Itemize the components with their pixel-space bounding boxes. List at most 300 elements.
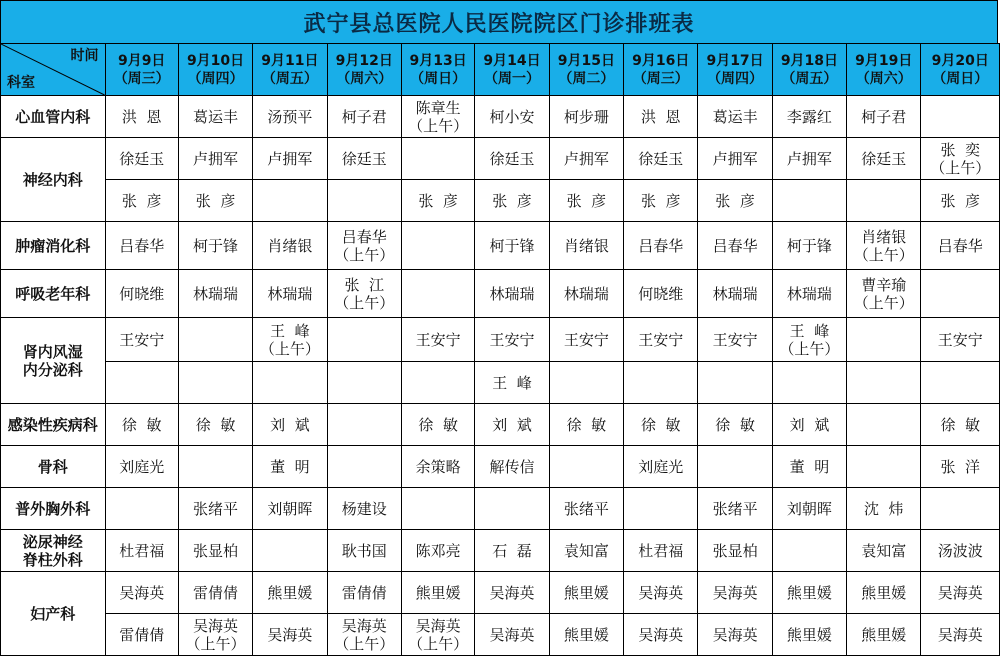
doctor-name: 葛运丰 [712, 107, 758, 126]
doctor-name: 王 峰 [270, 321, 310, 340]
duty-cell [847, 614, 921, 656]
doctor-name: 柯步珊 [563, 107, 609, 126]
weekday-label: （周一） [483, 70, 540, 87]
duty-cell [105, 362, 178, 404]
duty-cell [178, 446, 252, 488]
duty-cell [105, 530, 178, 572]
doctor-name: 徐 敏 [940, 415, 980, 434]
duty-cell [178, 404, 252, 446]
schedule-row [1, 318, 1000, 362]
doctor-name: 张 彦 [640, 191, 681, 210]
doctor-name: 张 彦 [121, 191, 162, 210]
department-name: 骨科 [1, 446, 106, 488]
doctor-name: 洪 恩 [121, 107, 162, 126]
doctor-name: 吕春华 [712, 236, 758, 255]
duty-cell [698, 222, 772, 270]
weekday-label: （周三） [632, 70, 689, 87]
doctor-name: 徐 敏 [640, 415, 681, 434]
duty-cell [549, 530, 623, 572]
doctor-name: 陈章生 [415, 98, 461, 117]
duty-cell [847, 530, 921, 572]
doctor-name: 张 洋 [940, 457, 980, 476]
doctor-name: 肖绪银 [563, 236, 609, 255]
duty-cell [105, 318, 178, 362]
doctor-name: 王 峰 [789, 321, 830, 340]
duty-cell [178, 614, 252, 656]
header-row [1, 44, 1000, 96]
duty-cell [178, 572, 252, 614]
weekday-label: （周日） [932, 70, 989, 87]
duty-cell [847, 180, 921, 222]
doctor-name: 吴海英 [415, 616, 461, 635]
department-name: 妇产科 [1, 572, 106, 656]
date-header [105, 44, 178, 96]
duty-cell [178, 318, 252, 362]
session-note: （上午） [853, 245, 914, 264]
doctor-name: 林瑞瑞 [786, 284, 832, 303]
doctor-name: 张 彦 [418, 191, 458, 210]
doctor-name: 解传信 [489, 457, 535, 476]
duty-cell [698, 96, 772, 138]
date-header [847, 44, 921, 96]
department-name: 普外胸外科 [1, 488, 106, 530]
duty-cell [921, 404, 1000, 446]
duty-cell [549, 446, 623, 488]
session-note: （上午） [408, 116, 469, 135]
duty-cell [253, 488, 327, 530]
duty-cell [178, 138, 252, 180]
duty-cell [772, 96, 846, 138]
duty-cell [178, 96, 252, 138]
doctor-name: 徐廷玉 [489, 149, 535, 168]
doctor-name: 熊里媛 [267, 583, 313, 602]
doctor-name: 李露红 [786, 107, 832, 126]
duty-cell [698, 318, 772, 362]
duty-cell [105, 572, 178, 614]
duty-cell [549, 572, 623, 614]
weekday-label: （周四） [187, 70, 244, 87]
duty-cell [624, 404, 698, 446]
duty-cell [549, 318, 623, 362]
doctor-name: 吴海英 [712, 625, 758, 644]
duty-cell [401, 530, 474, 572]
doctor-name: 肖绪银 [267, 236, 313, 255]
doctor-name: 徐 敏 [715, 415, 755, 434]
date-label: 9月18日 [780, 52, 839, 69]
duty-cell [698, 180, 772, 222]
doctor-name: 柯于锋 [193, 236, 239, 255]
duty-cell [475, 488, 549, 530]
doctor-name: 雷倩倩 [119, 625, 165, 644]
duty-cell [624, 180, 698, 222]
duty-cell [327, 96, 401, 138]
duty-cell [624, 362, 698, 404]
session-note: （上午） [334, 245, 395, 264]
schedule-row [1, 270, 1000, 318]
duty-cell [253, 614, 327, 656]
date-label: 9月11日 [261, 52, 319, 69]
schedule-row [1, 446, 1000, 488]
duty-cell [475, 404, 549, 446]
duty-cell [401, 96, 474, 138]
duty-cell [549, 96, 623, 138]
duty-cell [549, 488, 623, 530]
duty-cell [475, 270, 549, 318]
department-name: 泌尿神经 脊柱外科 [1, 530, 106, 572]
doctor-name: 吴海英 [341, 616, 387, 635]
duty-cell [847, 446, 921, 488]
date-label: 9月14日 [483, 52, 541, 69]
doctor-name: 林瑞瑞 [712, 284, 758, 303]
doctor-name: 熊里媛 [861, 583, 907, 602]
doctor-name: 徐 敏 [418, 415, 458, 434]
doctor-name: 余策略 [415, 457, 461, 476]
doctor-name: 刘庭光 [638, 457, 684, 476]
duty-cell [327, 362, 401, 404]
duty-cell [549, 614, 623, 656]
duty-cell [698, 362, 772, 404]
session-note: （上午） [930, 158, 991, 177]
duty-cell [253, 530, 327, 572]
duty-cell [549, 362, 623, 404]
doctor-name: 卢拥军 [786, 149, 832, 168]
doctor-name: 徐 敏 [121, 415, 162, 434]
date-label: 9月12日 [335, 52, 393, 69]
duty-cell [921, 488, 1000, 530]
duty-cell [401, 614, 474, 656]
doctor-name: 刘朝晖 [786, 499, 832, 518]
doctor-name: 张显柏 [193, 541, 239, 560]
doctor-name: 卢拥军 [193, 149, 239, 168]
doctor-name: 吕春华 [937, 236, 983, 255]
doctor-name: 杨建设 [341, 499, 387, 518]
duty-cell [105, 138, 178, 180]
doctor-name: 吴海英 [712, 583, 758, 602]
date-header [772, 44, 846, 96]
duty-cell [698, 530, 772, 572]
duty-cell [178, 488, 252, 530]
duty-cell [921, 222, 1000, 270]
corner-time-label: 时间 [70, 48, 99, 64]
doctor-name: 柯于锋 [489, 236, 535, 255]
date-label: 9月15日 [557, 52, 615, 69]
date-header [921, 44, 1000, 96]
duty-cell [847, 138, 921, 180]
doctor-name: 杜君福 [638, 541, 684, 560]
duty-cell [772, 362, 846, 404]
doctor-name: 吕春华 [119, 236, 165, 255]
schedule-row [1, 530, 1000, 572]
duty-cell [105, 614, 178, 656]
duty-cell [401, 180, 474, 222]
doctor-name: 王安宁 [712, 330, 758, 349]
duty-cell [698, 488, 772, 530]
duty-cell [847, 222, 921, 270]
date-header [401, 44, 474, 96]
doctor-name: 吴海英 [267, 625, 313, 644]
duty-cell [772, 318, 846, 362]
doctor-name: 王安宁 [119, 330, 165, 349]
doctor-name: 袁知富 [563, 541, 609, 560]
doctor-name: 林瑞瑞 [489, 284, 535, 303]
doctor-name: 雷倩倩 [193, 583, 239, 602]
duty-cell [327, 488, 401, 530]
duty-cell [921, 180, 1000, 222]
doctor-name: 吴海英 [489, 583, 535, 602]
doctor-name: 王安宁 [415, 330, 461, 349]
doctor-name: 林瑞瑞 [267, 284, 313, 303]
schedule-row [1, 138, 1000, 180]
duty-cell [178, 270, 252, 318]
doctor-name: 何晓维 [119, 284, 165, 303]
doctor-name: 沈 炜 [864, 499, 904, 518]
doctor-name: 石 磊 [492, 541, 532, 560]
doctor-name: 熊里媛 [861, 625, 907, 644]
doctor-name: 熊里媛 [563, 583, 609, 602]
duty-cell [475, 572, 549, 614]
duty-cell [401, 488, 474, 530]
doctor-name: 刘庭光 [119, 457, 165, 476]
duty-cell [624, 96, 698, 138]
duty-cell [772, 530, 846, 572]
duty-cell [847, 488, 921, 530]
weekday-label: （周五） [781, 70, 838, 87]
doctor-name: 汤波波 [937, 541, 983, 560]
doctor-name: 王安宁 [937, 330, 983, 349]
weekday-label: （周六） [855, 70, 912, 87]
duty-cell [105, 96, 178, 138]
session-note: （上午） [853, 293, 914, 312]
duty-cell [772, 180, 846, 222]
doctor-name: 王安宁 [638, 330, 684, 349]
duty-cell [253, 318, 327, 362]
doctor-name: 张绪平 [563, 499, 609, 518]
date-header [698, 44, 772, 96]
date-label: 9月20日 [931, 52, 989, 69]
duty-cell [327, 404, 401, 446]
duty-cell [921, 572, 1000, 614]
duty-cell [921, 446, 1000, 488]
doctor-name: 徐 敏 [195, 415, 236, 434]
duty-cell [921, 362, 1000, 404]
doctor-name: 熊里媛 [563, 625, 609, 644]
duty-cell [178, 362, 252, 404]
doctor-name: 刘 斌 [492, 415, 532, 434]
date-label: 9月10日 [186, 52, 245, 69]
doctor-name: 张 江 [344, 275, 385, 294]
doctor-name: 柯子君 [861, 107, 907, 126]
department-name: 呼吸老年科 [1, 270, 106, 318]
doctor-name: 吴海英 [937, 625, 983, 644]
duty-cell [105, 270, 178, 318]
date-label: 9月19日 [855, 52, 913, 69]
doctor-name: 吴海英 [937, 583, 983, 602]
doctor-name: 徐廷玉 [861, 149, 907, 168]
duty-cell [178, 180, 252, 222]
duty-cell [847, 96, 921, 138]
duty-cell [105, 404, 178, 446]
doctor-name: 卢拥军 [712, 149, 758, 168]
schedule-row [1, 362, 1000, 404]
schedule-row [1, 180, 1000, 222]
duty-cell [178, 222, 252, 270]
duty-cell [847, 362, 921, 404]
doctor-name: 吴海英 [638, 583, 684, 602]
duty-cell [772, 138, 846, 180]
duty-cell [772, 488, 846, 530]
doctor-name: 王安宁 [563, 330, 609, 349]
duty-cell [549, 404, 623, 446]
doctor-name: 徐廷玉 [119, 149, 165, 168]
doctor-name: 陈邓亮 [415, 541, 461, 560]
schedule-row [1, 404, 1000, 446]
weekday-label: （周二） [558, 70, 615, 87]
doctor-name: 何晓维 [638, 284, 684, 303]
doctor-name: 张绪平 [712, 499, 758, 518]
department-name: 神经内科 [1, 138, 106, 222]
doctor-name: 徐廷玉 [638, 149, 684, 168]
duty-cell [772, 446, 846, 488]
department-name: 肿瘤消化科 [1, 222, 106, 270]
doctor-name: 葛运丰 [193, 107, 239, 126]
duty-cell [549, 270, 623, 318]
duty-cell [549, 222, 623, 270]
doctor-name: 柯小安 [489, 107, 535, 126]
doctor-name: 吴海英 [638, 625, 684, 644]
duty-cell [772, 404, 846, 446]
duty-cell [921, 530, 1000, 572]
schedule-row [1, 572, 1000, 614]
duty-cell [253, 404, 327, 446]
duty-cell [253, 446, 327, 488]
duty-cell [921, 318, 1000, 362]
schedule-table [0, 43, 1000, 656]
session-note: （上午） [408, 634, 469, 653]
doctor-name: 卢拥军 [563, 149, 609, 168]
weekday-label: （周五） [261, 70, 318, 87]
duty-cell [698, 138, 772, 180]
duty-cell [475, 530, 549, 572]
duty-cell [327, 446, 401, 488]
page-title: 武宁县总医院人民医院院区门诊排班表 [0, 0, 998, 44]
doctor-name: 林瑞瑞 [563, 284, 609, 303]
doctor-name: 吕春华 [638, 236, 684, 255]
duty-cell [253, 96, 327, 138]
duty-cell [327, 318, 401, 362]
weekday-label: （周三） [113, 70, 170, 87]
duty-cell [327, 180, 401, 222]
doctor-name: 张 彦 [492, 191, 532, 210]
doctor-name: 刘 斌 [270, 415, 310, 434]
doctor-name: 熊里媛 [415, 583, 461, 602]
duty-cell [698, 446, 772, 488]
date-header [549, 44, 623, 96]
doctor-name: 刘朝晖 [267, 499, 313, 518]
duty-cell [475, 96, 549, 138]
date-label: 9月13日 [409, 52, 467, 69]
duty-cell [105, 488, 178, 530]
duty-cell [253, 270, 327, 318]
doctor-name: 杜君福 [119, 541, 165, 560]
duty-cell [401, 362, 474, 404]
duty-cell [624, 138, 698, 180]
duty-cell [921, 614, 1000, 656]
duty-cell [772, 572, 846, 614]
duty-cell [698, 614, 772, 656]
doctor-name: 熊里媛 [786, 583, 832, 602]
date-label: 9月9日 [117, 52, 166, 69]
doctor-name: 张 奕 [940, 140, 980, 159]
doctor-name: 王安宁 [489, 330, 535, 349]
duty-cell [475, 318, 549, 362]
doctor-name: 徐廷玉 [341, 149, 387, 168]
duty-cell [624, 572, 698, 614]
date-header [253, 44, 327, 96]
duty-cell [401, 446, 474, 488]
doctor-name: 汤预平 [267, 107, 313, 126]
duty-cell [847, 270, 921, 318]
duty-cell [624, 318, 698, 362]
duty-cell [549, 138, 623, 180]
doctor-name: 雷倩倩 [341, 583, 387, 602]
duty-cell [327, 614, 401, 656]
duty-cell [475, 446, 549, 488]
doctor-name: 吕春华 [341, 227, 387, 246]
doctor-name: 林瑞瑞 [193, 284, 239, 303]
doctor-name: 王 峰 [492, 373, 532, 392]
session-note: （上午） [259, 339, 320, 358]
duty-cell [624, 614, 698, 656]
doctor-name: 张绪平 [193, 499, 239, 518]
duty-cell [401, 222, 474, 270]
duty-cell [847, 404, 921, 446]
corner-header [1, 44, 106, 96]
duty-cell [772, 270, 846, 318]
duty-cell [327, 530, 401, 572]
duty-cell [847, 318, 921, 362]
duty-cell [105, 222, 178, 270]
doctor-name: 曹辛瑜 [861, 275, 907, 294]
department-name: 感染性疾病科 [1, 404, 106, 446]
duty-cell [105, 446, 178, 488]
duty-cell [847, 572, 921, 614]
duty-cell [698, 270, 772, 318]
doctor-name: 袁知富 [861, 541, 907, 560]
doctor-name: 吴海英 [193, 616, 239, 635]
date-header [624, 44, 698, 96]
duty-cell [624, 222, 698, 270]
doctor-name: 张 彦 [566, 191, 607, 210]
doctor-name: 张显柏 [712, 541, 758, 560]
date-header [475, 44, 549, 96]
duty-cell [475, 222, 549, 270]
doctor-name: 洪 恩 [640, 107, 681, 126]
duty-cell [624, 446, 698, 488]
doctor-name: 徐 敏 [566, 415, 607, 434]
schedule-row [1, 96, 1000, 138]
duty-cell [105, 180, 178, 222]
duty-cell [401, 138, 474, 180]
duty-cell [475, 362, 549, 404]
corner-dept-label: 科室 [7, 75, 35, 91]
duty-cell [475, 138, 549, 180]
doctor-name: 耿书国 [341, 541, 387, 560]
duty-cell [401, 404, 474, 446]
duty-cell [921, 138, 1000, 180]
duty-cell [772, 614, 846, 656]
duty-cell [327, 270, 401, 318]
duty-cell [253, 572, 327, 614]
